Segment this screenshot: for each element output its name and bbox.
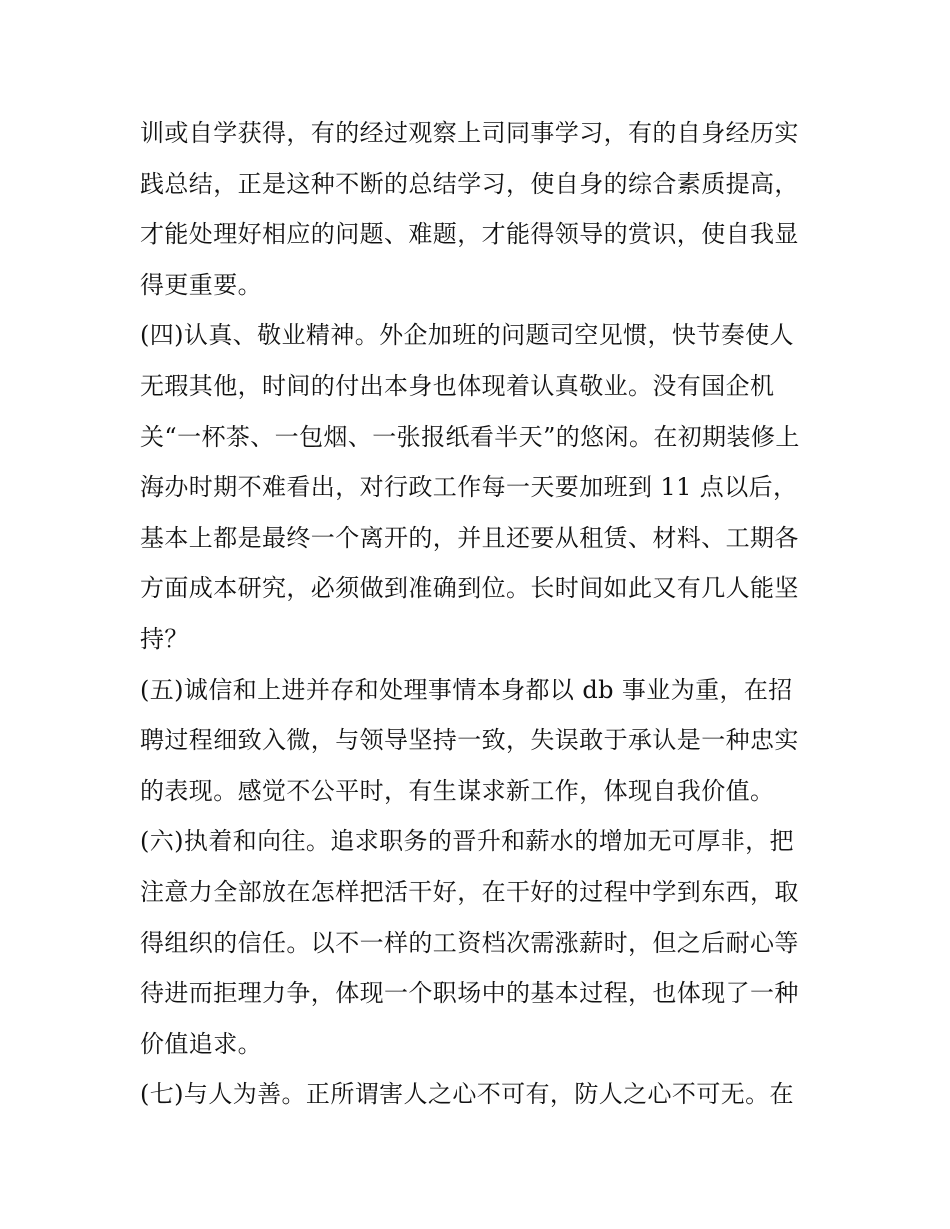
text-line: 才能处理好相应的问题、难题，才能得领导的赏识，使自我显 bbox=[140, 220, 799, 249]
section-6-heading-line: (六)执着和向往。追求职务的晋升和薪水的增加无可厚非，把 bbox=[140, 827, 794, 856]
text-line: 注意力全部放在怎样把活干好，在干好的过程中学到东西，取 bbox=[140, 877, 799, 906]
text-line: 关“一杯茶、一包烟、一张报纸看半天”的悠闲。在初期装修上 bbox=[140, 422, 800, 451]
text-line: 价值追求。 bbox=[140, 1029, 262, 1058]
text-line: 得更重要。 bbox=[140, 270, 262, 299]
section-7-heading-line: (七)与人为善。正所谓害人之心不可有，防人之心不可无。在 bbox=[140, 1080, 794, 1109]
text-line: 得组织的信任。以不一样的工资档次需涨薪时，但之后耐心等 bbox=[140, 928, 799, 957]
text-line: 践总结，正是这种不断的总结学习，使自身的综合素质提高， bbox=[140, 169, 799, 198]
text-line: 待进而拒理力争，体现一个职场中的基本过程，也体现了一种 bbox=[140, 979, 799, 1008]
text-line: 训或自学获得，有的经过观察上司同事学习，有的自身经历实 bbox=[140, 119, 799, 147]
section-5-heading-line: (五)诚信和上进并存和处理事情本身都以 db 事业为重，在招 bbox=[140, 675, 793, 704]
text-line: 的表现。感觉不公平时，有生谋求新工作，体现自我价值。 bbox=[140, 776, 775, 805]
text-line: 无瑕其他，时间的付出本身也体现着认真敬业。没有国企机 bbox=[140, 371, 775, 400]
section-4-heading-line: (四)认真、敬业精神。外企加班的问题司空见惯，快节奏使人 bbox=[140, 321, 794, 350]
text-line: 聘过程细致入微，与领导坚持一致，失误敢于承认是一种忠实 bbox=[140, 726, 799, 755]
text-line: 方面成本研究，必须做到准确到位。长时间如此又有几人能坚 bbox=[140, 574, 799, 603]
text-line: 海办时期不难看出，对行政工作每一天要加班到 11 点以后， bbox=[140, 473, 798, 502]
text-line: 基本上都是最终一个离开的，并且还要从租赁、材料、工期各 bbox=[140, 523, 799, 552]
text-line: 持？ bbox=[140, 624, 189, 653]
body-text bbox=[140, 108, 830, 1120]
